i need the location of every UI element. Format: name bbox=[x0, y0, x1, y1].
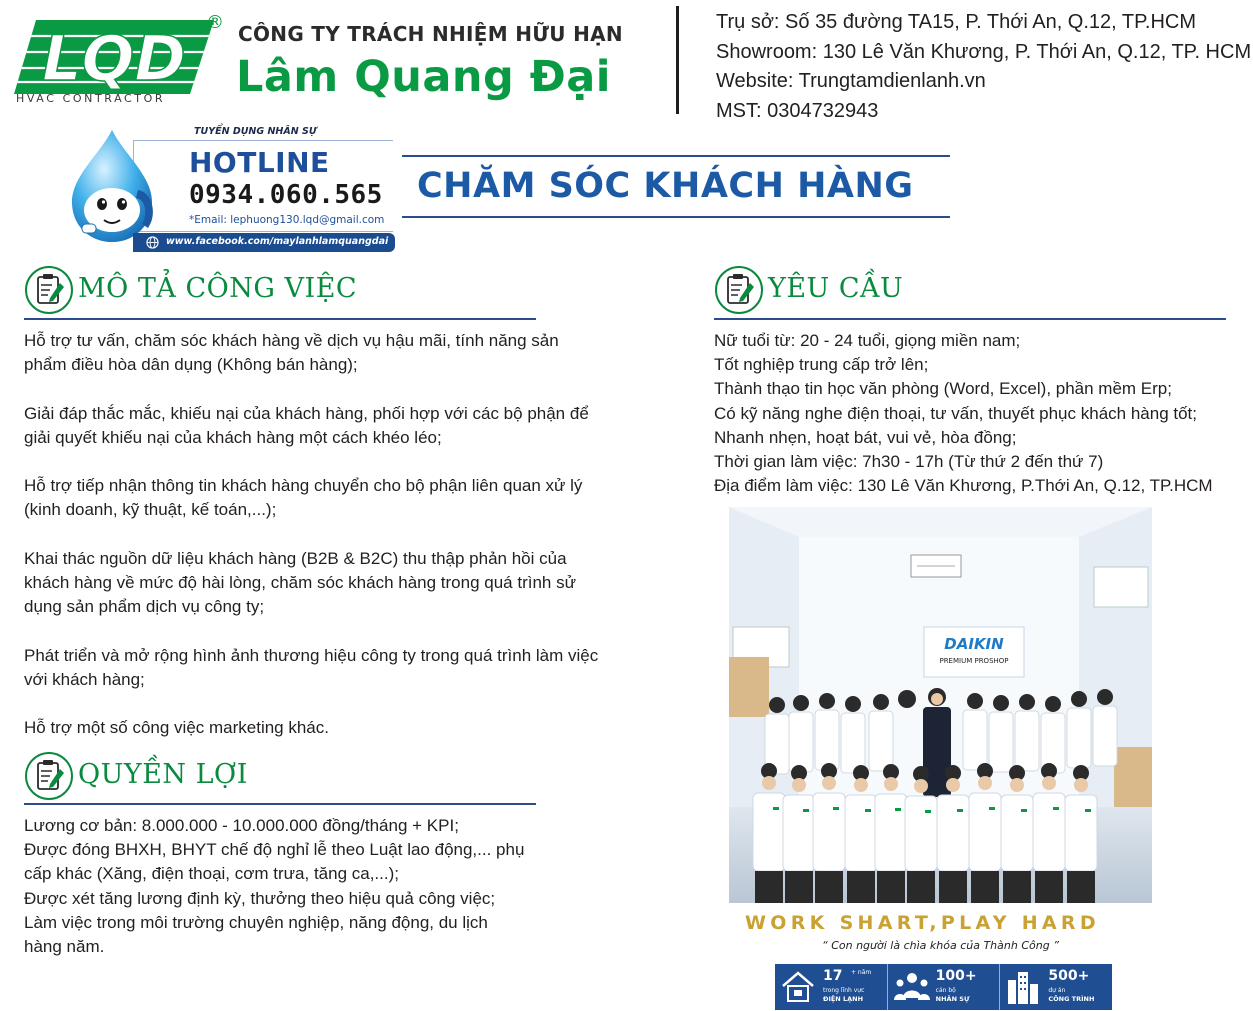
description-item bbox=[24, 402, 644, 450]
description-line: Hỗ trợ tiếp nhận thông tin khách hàng chuyển cho bộ phận liên quan xử lý bbox=[24, 476, 583, 496]
description-item bbox=[24, 644, 644, 692]
description-line: giải quyết khiếu nại của khách hàng một cách khéo léo; bbox=[24, 427, 442, 447]
description-line: khách hàng về mức độ hài lòng, chăm sóc khách hàng trong quá trình sử bbox=[24, 572, 576, 592]
clipboard-pen-icon bbox=[24, 265, 74, 315]
benefit-line: Làm việc trong môi trường chuyên nghiệp, năng động, du lịch bbox=[24, 912, 488, 932]
company-type: CÔNG TY TRÁCH NHIỆM HỮU HẠN bbox=[238, 22, 623, 46]
requirements-heading: YÊU CẦU bbox=[768, 273, 904, 304]
building-icon bbox=[1004, 968, 1042, 1006]
house-icon bbox=[779, 968, 817, 1006]
stat-unit: + năm bbox=[851, 969, 872, 976]
stat-staff bbox=[887, 964, 1000, 1010]
logo-subtitle: HVAC CONTRACTOR bbox=[16, 92, 166, 105]
header-divider bbox=[676, 6, 679, 114]
hotline-phone[interactable]: 0934.060.565 bbox=[189, 180, 383, 210]
stat-label-strong: CÔNG TRÌNH bbox=[1048, 995, 1095, 1003]
stats-bar bbox=[775, 964, 1112, 1010]
description-line: Phát triển và mở rộng hình ảnh thương hiệu công ty trong quá trình làm việc bbox=[24, 645, 599, 665]
benefit-line: Được xét tăng lương định kỳ, thưởng theo hiệu quả công việc; bbox=[24, 888, 496, 908]
requirement-line: Thành thạo tin học văn phòng (Word, Excel), phần mềm Erp; bbox=[714, 379, 1172, 399]
showroom-address: Showroom: 130 Lê Văn Khương, P. Thới An, Q.12, TP. HCM bbox=[716, 40, 1252, 63]
benefits-rule bbox=[24, 803, 536, 805]
requirement-line: Có kỹ năng nghe điện thoại, tư vấn, thuyết phục khách hàng tốt; bbox=[714, 403, 1197, 423]
title-rule-bottom bbox=[402, 216, 950, 218]
requirement-line: Địa điểm làm việc: 130 Lê Văn Khương, P.Thới An, Q.12, TP.HCM bbox=[714, 476, 1213, 496]
description-line: Hỗ trợ một số công việc marketing khác. bbox=[24, 718, 329, 738]
stat-label: cán bộ bbox=[935, 987, 956, 994]
registered-mark: ® bbox=[206, 12, 224, 33]
description-line: (kinh doanh, kỹ thuật, kế toán,...); bbox=[24, 500, 277, 520]
description-item bbox=[24, 547, 644, 620]
water-drop-mascot-icon bbox=[62, 128, 162, 250]
requirement-line: Nữ tuổi từ: 20 - 24 tuổi, giọng miền nam; bbox=[714, 331, 1021, 350]
logo-text: LQD bbox=[42, 22, 186, 95]
daikin-sign: DAIKIN bbox=[944, 635, 1004, 653]
tax-code: MST: 0304732943 bbox=[716, 99, 879, 122]
description-line: dụng sản phẩm dịch vụ công ty; bbox=[24, 597, 265, 617]
recruit-label: TUYỂN DỤNG NHÂN SỰ bbox=[190, 126, 321, 137]
team-photo bbox=[729, 507, 1152, 903]
description-line: Giải đáp thắc mắc, khiếu nại của khách hàng, phối hợp với các bộ phận để bbox=[24, 403, 589, 423]
requirement-line: Thời gian làm việc: 7h30 - 17h (Từ thứ 2 đến thứ 7) bbox=[714, 452, 1104, 472]
head-office-address: Trụ sở: Số 35 đường TA15, P. Thới An, Q.12, TP.HCM bbox=[716, 11, 1196, 33]
description-line: Khai thác nguồn dữ liệu khách hàng (B2B & B2C) thu thập phản hồi của bbox=[24, 548, 567, 568]
requirement-line: Tốt nghiệp trung cấp trở lên; bbox=[714, 355, 929, 375]
benefit-line: Được đóng BHXH, BHYT chế độ nghỉ lễ theo Luật lao động,... phụ bbox=[24, 840, 525, 860]
benefit-line: cấp khác (Xăng, điện thoại, cơm trưa, tăng ca,...); bbox=[24, 864, 399, 884]
contact-info bbox=[716, 8, 1252, 126]
description-line: với khách hàng; bbox=[24, 669, 145, 689]
description-line: Hỗ trợ tư vấn, chăm sóc khách hàng về dịch vụ hậu mãi, tính năng sản bbox=[24, 331, 559, 350]
benefit-line: hàng năm. bbox=[24, 937, 105, 957]
people-icon bbox=[892, 968, 932, 1006]
stat-label-strong: NHÂN SỰ bbox=[935, 995, 970, 1003]
requirement-line: Nhanh nhẹn, hoạt bát, vui vẻ, hòa đồng; bbox=[714, 427, 1017, 447]
hotline-title: HOTLINE bbox=[189, 146, 330, 179]
facebook-link[interactable]: www.facebook.com/maylanhlamquangdai bbox=[166, 236, 389, 247]
globe-icon bbox=[146, 236, 159, 249]
title-rule-top bbox=[402, 155, 950, 157]
requirements-list bbox=[714, 329, 1249, 498]
stat-number: 17 bbox=[823, 968, 843, 984]
stat-label: trong lĩnh vực bbox=[823, 987, 865, 994]
stat-number: 500+ bbox=[1048, 968, 1090, 984]
slogan: WORK SHART,PLAY HARD bbox=[745, 912, 1100, 934]
clipboard-pen-icon bbox=[714, 265, 764, 315]
description-line: phẩm điều hòa dân dụng (Không bán hàng); bbox=[24, 355, 358, 375]
stat-label-strong: ĐIỆN LẠNH bbox=[823, 995, 864, 1003]
description-item bbox=[24, 329, 644, 377]
description-list bbox=[24, 329, 644, 740]
description-rule bbox=[24, 318, 536, 320]
hotline-email[interactable]: *Email: lephuong130.lqd@gmail.com bbox=[189, 214, 385, 226]
clipboard-pen-icon bbox=[24, 751, 74, 801]
stat-number: 100+ bbox=[935, 968, 977, 984]
website-link[interactable]: Website: Trungtamdienlanh.vn bbox=[716, 70, 986, 92]
daikin-sign-subtitle: PREMIUM PROSHOP bbox=[939, 657, 1009, 665]
benefit-line: Lương cơ bản: 8.000.000 - 10.000.000 đồng/tháng + KPI; bbox=[24, 816, 459, 835]
benefits-list bbox=[24, 814, 564, 959]
description-item bbox=[24, 716, 644, 740]
stat-years bbox=[775, 964, 887, 1010]
stat-projects bbox=[999, 964, 1112, 1010]
quote: “ Con người là chìa khóa của Thành Công ” bbox=[822, 939, 1059, 952]
description-heading: MÔ TẢ CÔNG VIỆC bbox=[78, 273, 358, 304]
company-name: Lâm Quang Đại bbox=[236, 52, 612, 102]
stat-label: dự án bbox=[1048, 987, 1066, 994]
description-item bbox=[24, 474, 644, 522]
job-title: CHĂM SÓC KHÁCH HÀNG bbox=[417, 166, 914, 206]
benefits-heading: QUYỀN LỢI bbox=[78, 759, 248, 790]
requirements-rule bbox=[714, 318, 1226, 320]
